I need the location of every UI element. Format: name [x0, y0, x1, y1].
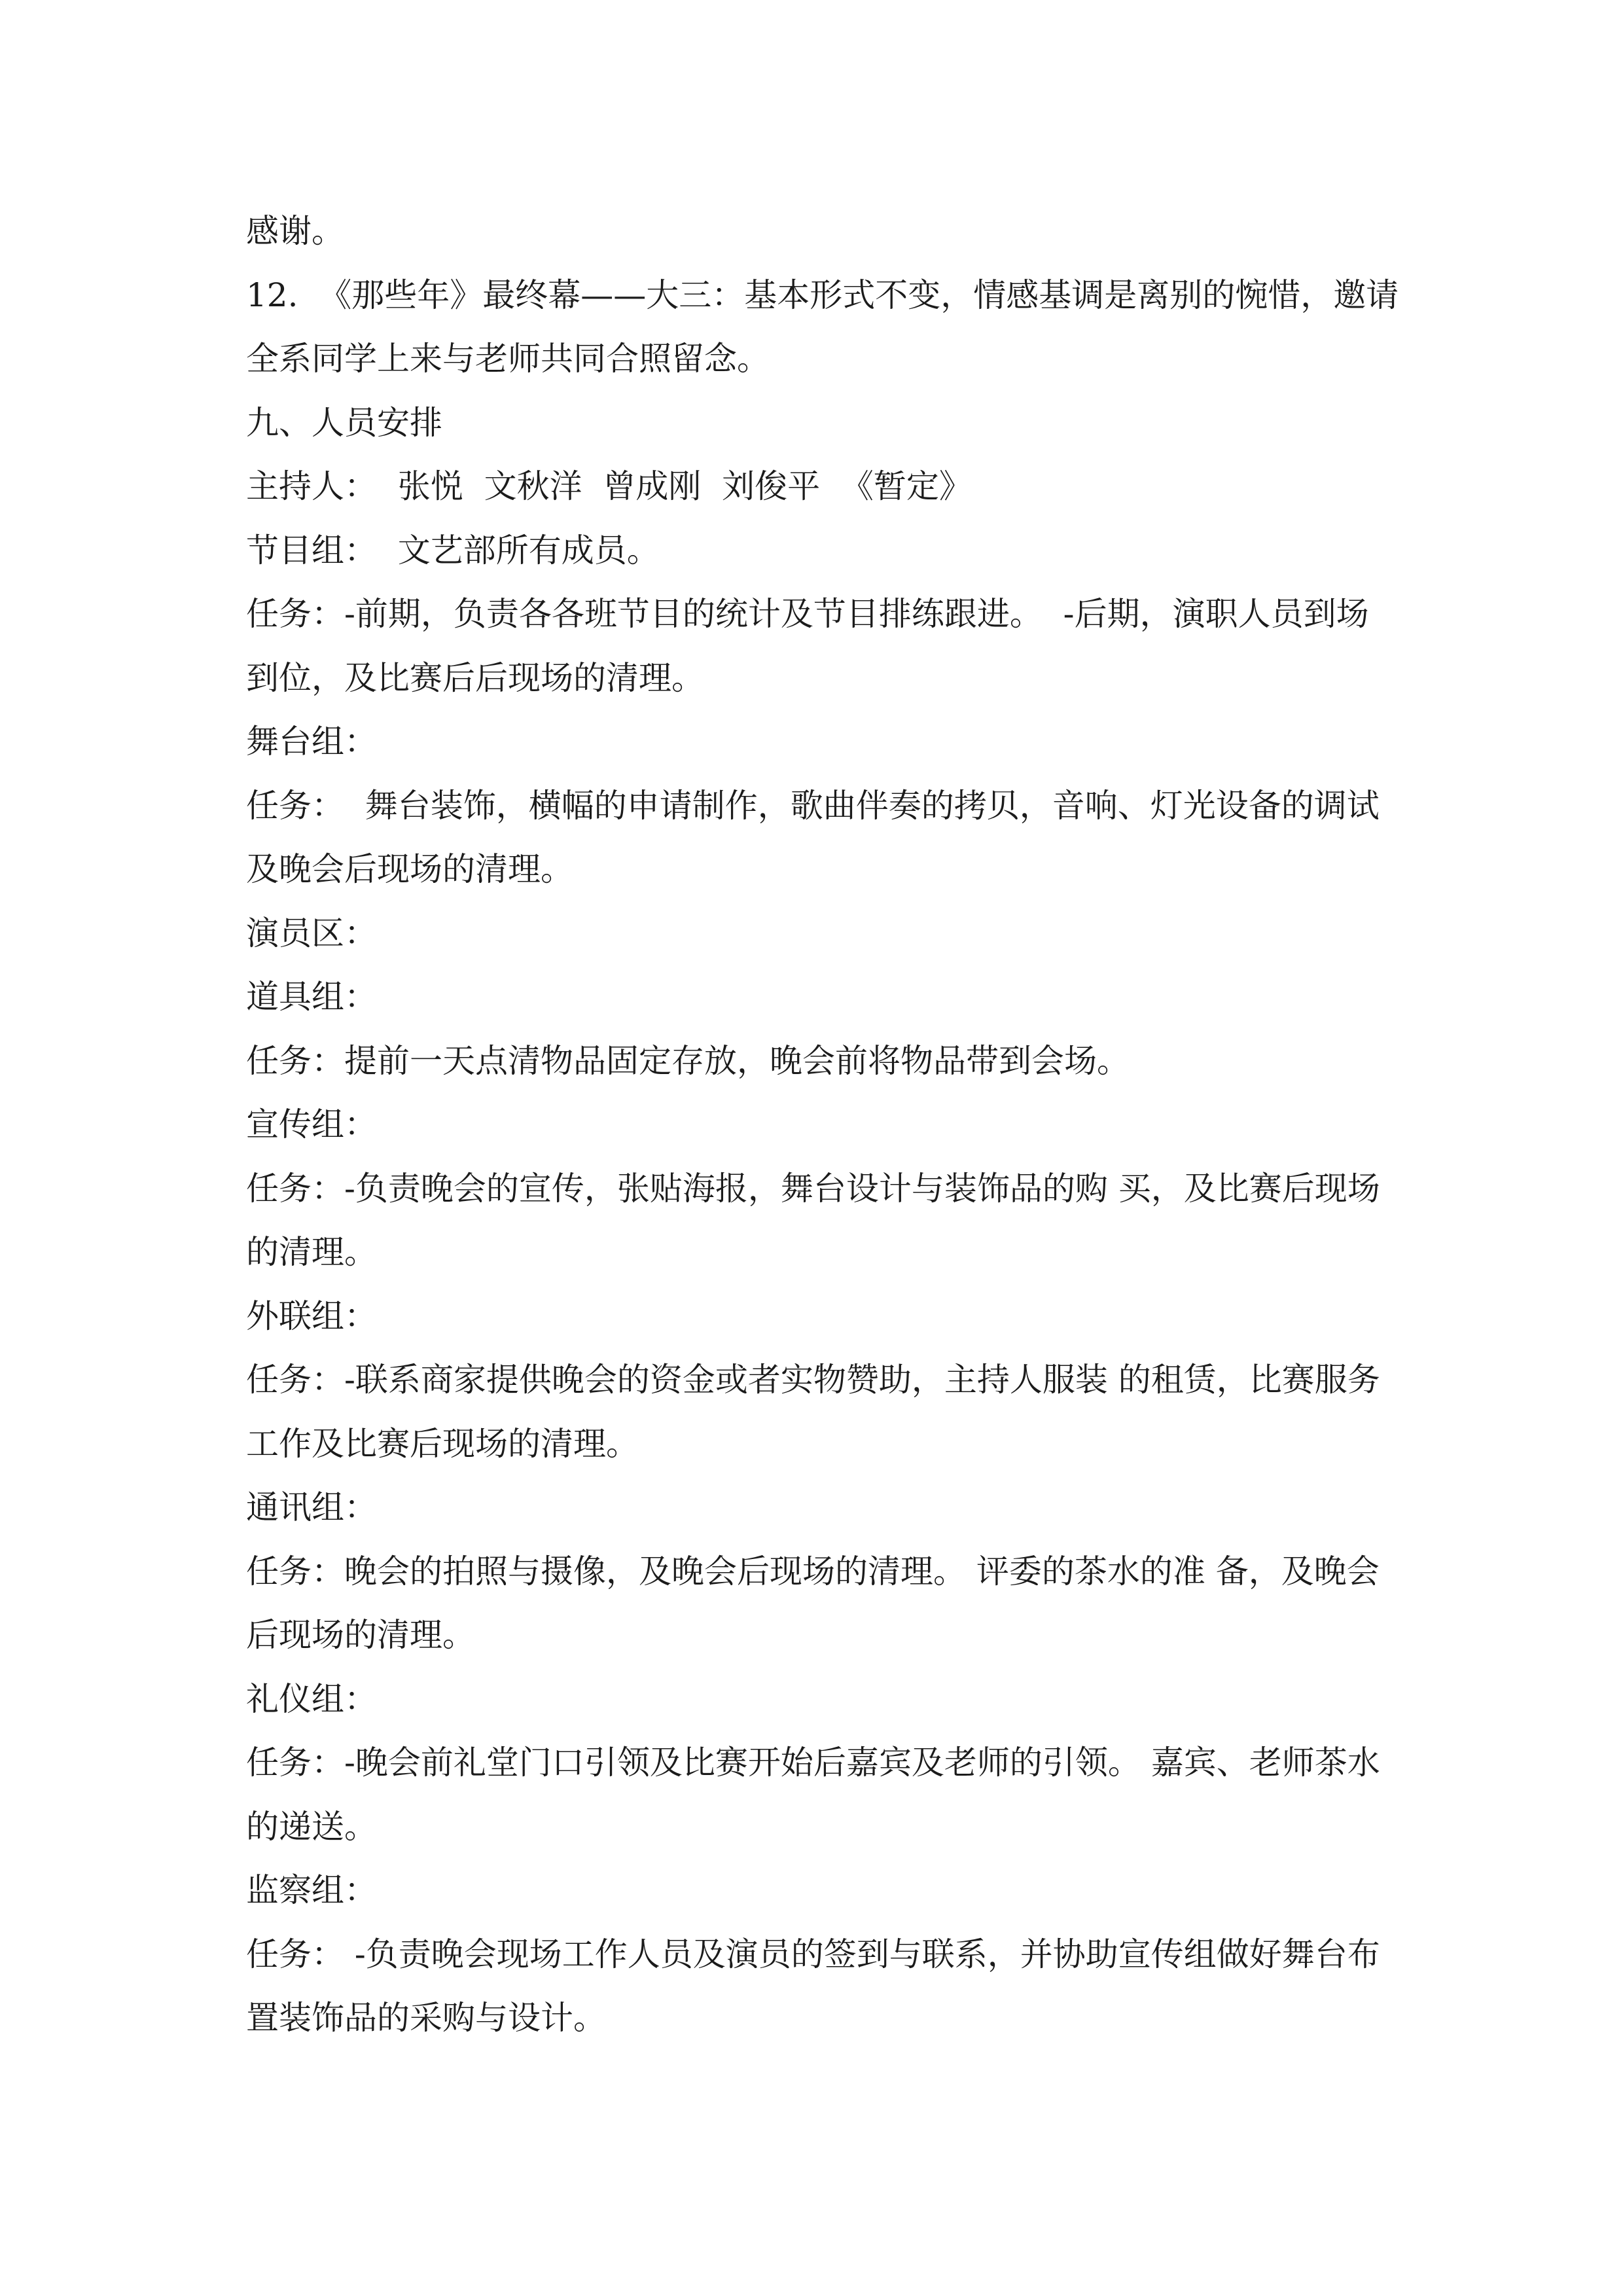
- text-line: 感谢。: [246, 212, 344, 250]
- text-line: 任务：-联系商家提供晚会的资金或者实物赞助，主持人服装 的租赁，比赛服务: [246, 1361, 1380, 1399]
- text-line: 节目组： 文艺部所有成员。: [246, 531, 660, 569]
- group-heading: 宣传组：: [246, 1105, 377, 1143]
- text-line: 主持人： 张悦 文秋洋 曾成刚 刘俊平 《暂定》: [246, 467, 972, 505]
- text-line: 12. 《那些年》最终幕——大三：基本形式不变，情感基调是离别的惋惜，邀请: [246, 276, 1399, 314]
- text-line: 及晚会后现场的清理。: [246, 850, 573, 888]
- text-line: 任务：晚会的拍照与摄像，及晚会后现场的清理。 评委的茶水的准 备，及晚会: [246, 1552, 1380, 1590]
- text-line: 任务： 舞台装饰，横幅的申请制作，歌曲伴奏的拷贝，音响、灯光设备的调试: [246, 786, 1380, 825]
- text-line: 置装饰品的采购与设计。: [246, 1999, 606, 2037]
- group-heading: 外联组：: [246, 1297, 377, 1335]
- text-line: 工作及比赛后现场的清理。: [246, 1424, 639, 1463]
- document-body: [246, 200, 1399, 2051]
- text-line: 任务：提前一天点清物品固定存放，晚会前将物品带到会场。: [246, 1041, 1130, 1080]
- group-heading: 礼仪组：: [246, 1679, 377, 1718]
- text-line: 后现场的清理。: [246, 1616, 475, 1654]
- text-line: 的清理。: [246, 1233, 377, 1271]
- group-heading: 演员区：: [246, 914, 377, 952]
- section-heading: 九、人员安排: [246, 403, 442, 442]
- text-line: 任务：-负责晚会的宣传，张贴海报，舞台设计与装饰品的购 买，及比赛后现场: [246, 1169, 1380, 1208]
- text-line: 任务： -负责晚会现场工作人员及演员的签到与联系，并协助宣传组做好舞台布: [246, 1935, 1380, 1973]
- text-line: 任务：-晚会前礼堂门口引领及比赛开始后嘉宾及老师的引领。 嘉宾、老师茶水: [246, 1744, 1380, 1782]
- group-heading: 监察组：: [246, 1871, 377, 1909]
- text-line: 全系同学上来与老师共同合照留念。: [246, 340, 770, 378]
- text-line: 到位，及比赛后后现场的清理。: [246, 658, 704, 697]
- group-heading: 通讯组：: [246, 1488, 377, 1526]
- group-heading: 舞台组：: [246, 723, 377, 761]
- text-line: 的递送。: [246, 1807, 377, 1846]
- group-heading: 道具组：: [246, 978, 377, 1016]
- text-line: 任务：-前期，负责各各班节目的统计及节目排练跟进。 -后期，演职人员到场: [246, 595, 1369, 633]
